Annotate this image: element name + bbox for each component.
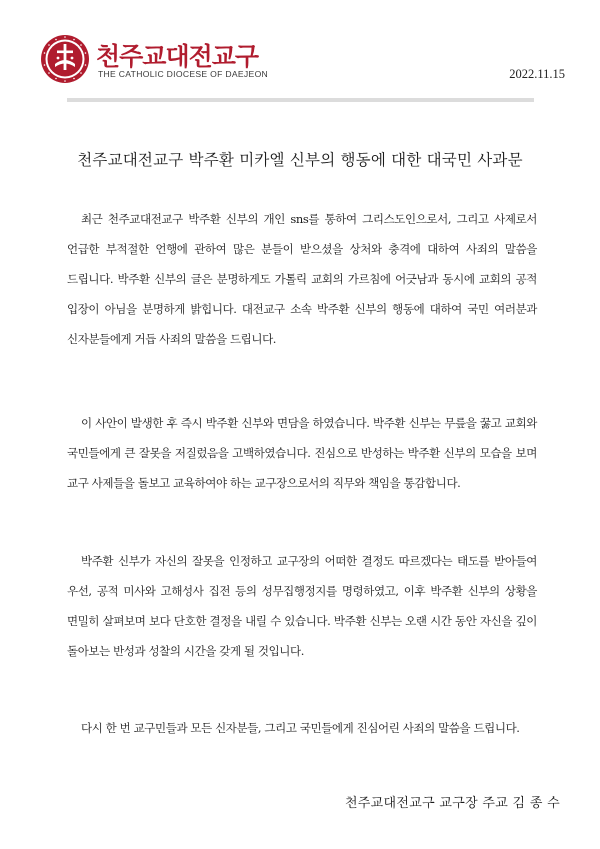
organization-english-name: THE CATHOLIC DIOCESE OF DAEJEON [98,69,269,79]
diocese-seal-icon [40,34,90,84]
body-paragraph-2: 이 사안이 발생한 후 즉시 박주환 신부와 면담을 하였습니다. 박주환 신부는 무릎을 꿇고 교회와 국민들에게 큰 잘못을 저질렀음을 고백하였습니다. 진심으로 반성하는 박주환 신부의 모습을 보며 교구 사제들을 돌보고 교육하여야 하는 교구장으로서의 직무와 책임을 통감합니다. [67,416,537,490]
signature-line: 천주교대전교구 교구장 주교 김 종 수 [344,796,560,811]
body-paragraph-4: 다시 한 번 교구민들과 모든 신자분들, 그리고 국민들에게 진심어린 사죄의 말씀을 드립니다. [81,721,520,735]
organization-name: 천주교대전교구 [96,42,259,71]
body-paragraph-3: 박주환 신부가 자신의 잘못을 인정하고 교구장의 어떠한 결정도 따르겠다는 태도를 받아들여 우선, 공적 미사와 고해성사 집전 등의 성무집행정지를 명령하였고, 이후 박주환 신부의 상황을 면밀히 살펴보며 보다 단호한 결정을 내릴 수 있습니다. 박주환 신부는 오랜 시간 동안 자신을 깊이 돌아보는 반성과 성찰의 시간을 갖게 될 것입니다. [67,554,537,658]
letterhead [40,34,570,84]
header-divider [67,98,534,102]
body-paragraph-1: 최근 천주교대전교구 박주환 신부의 개인 sns를 통하여 그리스도인으로서, 그리고 사제로서 언급한 부적절한 언행에 관하여 많은 분들이 받으셨을 상처와 충격에 대하여 사죄의 말씀을 드립니다. 박주환 신부의 글은 분명하게도 가톨릭 교회의 가르침에 어긋남과 동시에 교회의 공적 입장이 아님을 분명하게 밝힙니다. 대전교구 소속 박주환 신부의 행동에 대하여 국민 여러분과 신자분들에게 거듭 사죄의 말씀을 드립니다. [67,212,537,346]
document-title: 천주교대전교구 박주환 미카엘 신부의 행동에 대한 대국민 사과문 [77,151,523,169]
document-date: 2022.11.15 [509,67,565,81]
